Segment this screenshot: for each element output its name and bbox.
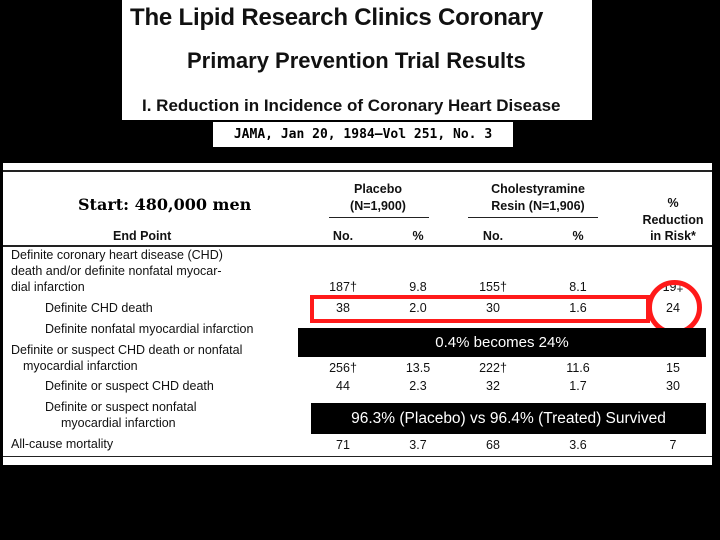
col-no-placebo: No. [332, 229, 354, 243]
placebo-pct: 13.5 [405, 361, 431, 375]
resin-no: 222† [479, 361, 507, 375]
placebo-no: 71 [336, 438, 350, 452]
placebo-header: Placebo [354, 182, 402, 196]
risk-reduction: 19‡ [662, 280, 684, 294]
citation: JAMA, Jan 20, 1984—Vol 251, No. 3 [213, 122, 513, 147]
col-endpoint: End Point [113, 229, 172, 243]
reduction-header-2: Reduction [642, 213, 704, 227]
top-rule [3, 170, 712, 172]
title-line-1: The Lipid Research Clinics Coronary [130, 4, 544, 31]
placebo-underline [329, 217, 429, 218]
resin-no: 68 [486, 438, 500, 452]
risk-reduction: 30 [666, 379, 680, 393]
row-label: Definite CHD death [45, 301, 153, 315]
row-label: myocardial infarction [61, 416, 176, 430]
resin-no: 155† [479, 280, 507, 294]
col-pct-placebo: % [412, 229, 424, 243]
placebo-pct: 2.0 [409, 301, 427, 315]
note-reduction: 0.4% becomes 24% [298, 328, 706, 357]
risk-reduction: 24 [666, 301, 680, 315]
col-no-resin: No. [482, 229, 504, 243]
title-line-2: Primary Prevention Trial Results [187, 48, 526, 73]
bottom-rule [3, 456, 712, 457]
row-label: Definite coronary heart disease (CHD) [11, 248, 223, 262]
row-label: Definite or suspect nonfatal [45, 400, 197, 414]
reduction-header-1: % [667, 196, 679, 210]
placebo-no: 187† [329, 280, 357, 294]
resin-pct: 3.6 [569, 438, 587, 452]
highlight-circle [647, 280, 702, 335]
resin-no: 30 [486, 301, 500, 315]
resin-n: Resin (N=1,906) [491, 199, 585, 213]
row-label: dial infarction [11, 280, 85, 294]
resin-pct: 8.1 [569, 280, 587, 294]
note-survival: 96.3% (Placebo) vs 96.4% (Treated) Survived [311, 403, 706, 434]
header-rule [3, 245, 712, 247]
resin-pct: 11.6 [566, 361, 590, 375]
title-banner [122, 0, 592, 120]
resin-pct: 1.7 [569, 379, 587, 393]
row-label: Definite nonfatal myocardial infarction [45, 322, 254, 336]
risk-reduction: 7 [669, 438, 677, 452]
resin-pct: 1.6 [569, 301, 587, 315]
subtitle: I. Reduction in Incidence of Coronary Heart Disease [142, 96, 561, 115]
row-label: death and/or definite nonfatal myocar- [11, 264, 222, 278]
risk-reduction: 15 [666, 361, 680, 375]
placebo-n: (N=1,900) [350, 199, 406, 213]
row-label: Definite or suspect CHD death [45, 379, 214, 393]
resin-no: 32 [486, 379, 500, 393]
col-pct-resin: % [572, 229, 584, 243]
placebo-pct: 3.7 [409, 438, 427, 452]
row-label: myocardial infarction [23, 359, 138, 373]
resin-underline [468, 217, 598, 218]
row-label: All-cause mortality [11, 437, 114, 451]
placebo-pct: 2.3 [409, 379, 427, 393]
placebo-no: 256† [329, 361, 357, 375]
reduction-header-3: in Risk* [650, 229, 696, 243]
start-label: Start: 480,000 men [78, 195, 252, 214]
placebo-no: 38 [336, 301, 350, 315]
placebo-no: 44 [336, 379, 350, 393]
resin-header: Cholestyramine [491, 182, 585, 196]
placebo-pct: 9.8 [409, 280, 427, 294]
row-label: Definite or suspect CHD death or nonfatal [11, 343, 243, 357]
highlight-box [310, 295, 650, 323]
